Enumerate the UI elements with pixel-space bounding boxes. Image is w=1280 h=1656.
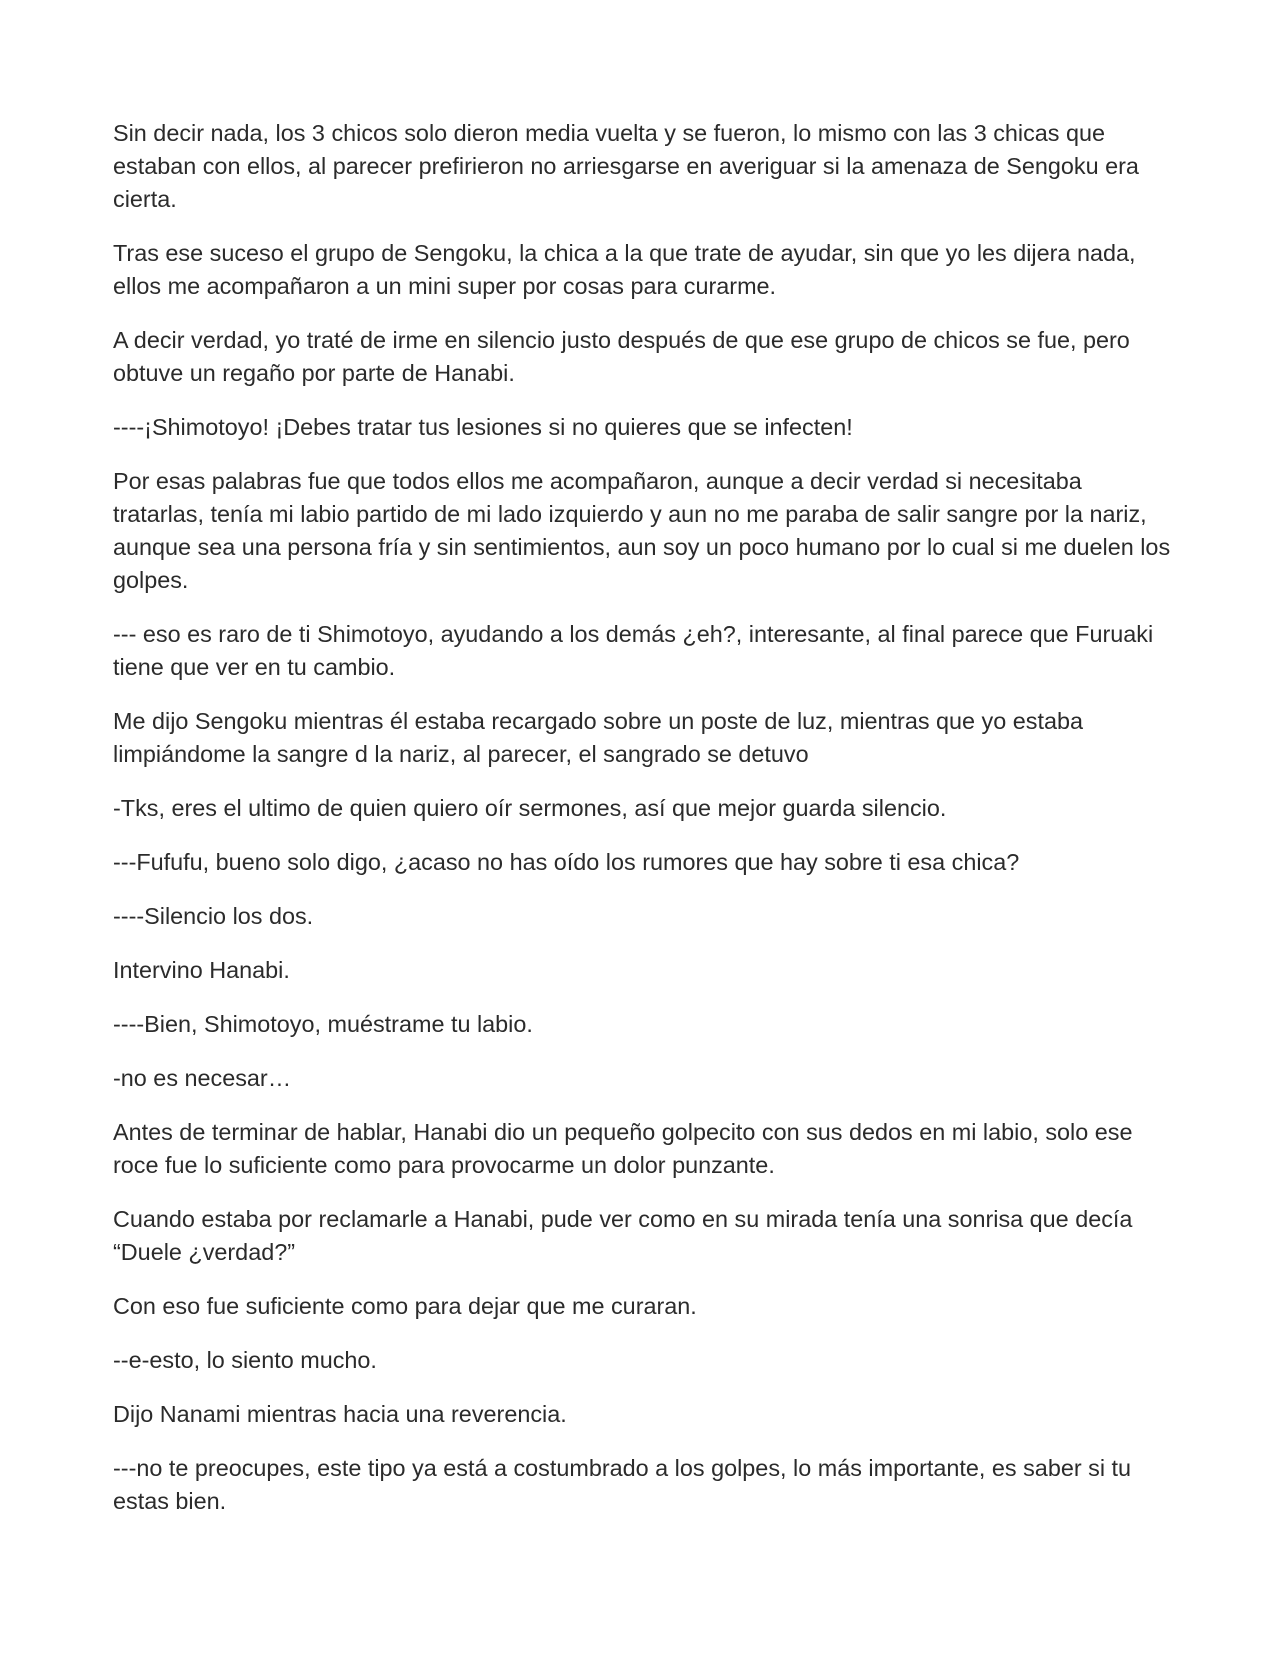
paragraph: ----Bien, Shimotoyo, muéstrame tu labio.	[113, 1011, 533, 1037]
paragraph: Por esas palabras fue que todos ellos me acompañaron, aunque a decir verdad si necesitaba tratarlas, tenía mi labio partido de mi lado izquierdo y aun no me paraba de salir sangre por la nariz, aunque sea una persona fría y sin sentimientos, aun soy un poco humano por lo cual si me duelen los golpes.	[113, 468, 1171, 593]
paragraph: -no es necesar…	[113, 1065, 292, 1091]
paragraph: Me dijo Sengoku mientras él estaba recargado sobre un poste de luz, mientras que yo estaba limpiándome la sangre d la nariz, al parecer, el sangrado se detuvo	[113, 708, 1083, 767]
paragraph: ---no te preocupes, este tipo ya está a costumbrado a los golpes, lo más importante, es saber si tu estas bien.	[113, 1455, 1132, 1514]
paragraph: -Tks, eres el ultimo de quien quiero oír sermones, así que mejor guarda silencio.	[113, 795, 947, 821]
paragraph: ----¡Shimotoyo! ¡Debes tratar tus lesiones si no quieres que se infecten!	[113, 414, 853, 440]
paragraph: Intervino Hanabi.	[113, 957, 290, 983]
paragraph: Antes de terminar de hablar, Hanabi dio un pequeño golpecito con sus dedos en mi labio, solo ese roce fue lo suficiente como para provocarme un dolor punzante.	[113, 1119, 1133, 1178]
paragraph: Con eso fue suficiente como para dejar que me curaran.	[113, 1293, 697, 1319]
paragraph: Tras ese suceso el grupo de Sengoku, la chica a la que trate de ayudar, sin que yo les dijera nada, ellos me acompañaron a un mini super por cosas para curarme.	[113, 240, 1136, 299]
paragraph: Cuando estaba por reclamarle a Hanabi, pude ver como en su mirada tenía una sonrisa que decía “Duele ¿verdad?”	[113, 1206, 1133, 1265]
paragraph: ----Silencio los dos.	[113, 903, 314, 929]
paragraph: --e-esto, lo siento mucho.	[113, 1347, 377, 1373]
document-body	[113, 117, 1173, 1539]
paragraph: --- eso es raro de ti Shimotoyo, ayudando a los demás ¿eh?, interesante, al final parece que Furuaki tiene que ver en tu cambio.	[113, 621, 1154, 680]
paragraph: Dijo Nanami mientras hacia una reverencia.	[113, 1401, 567, 1427]
paragraph: Sin decir nada, los 3 chicos solo dieron media vuelta y se fueron, lo mismo con las 3 chicas que estaban con ellos, al parecer prefirieron no arriesgarse en averiguar si la amenaza de Sengoku era cierta.	[113, 120, 1139, 212]
paragraph: ---Fufufu, bueno solo digo, ¿acaso no has oído los rumores que hay sobre ti esa chica?	[113, 849, 1020, 875]
paragraph: A decir verdad, yo traté de irme en silencio justo después de que ese grupo de chicos se fue, pero obtuve un regaño por parte de Hanabi.	[113, 327, 1130, 386]
